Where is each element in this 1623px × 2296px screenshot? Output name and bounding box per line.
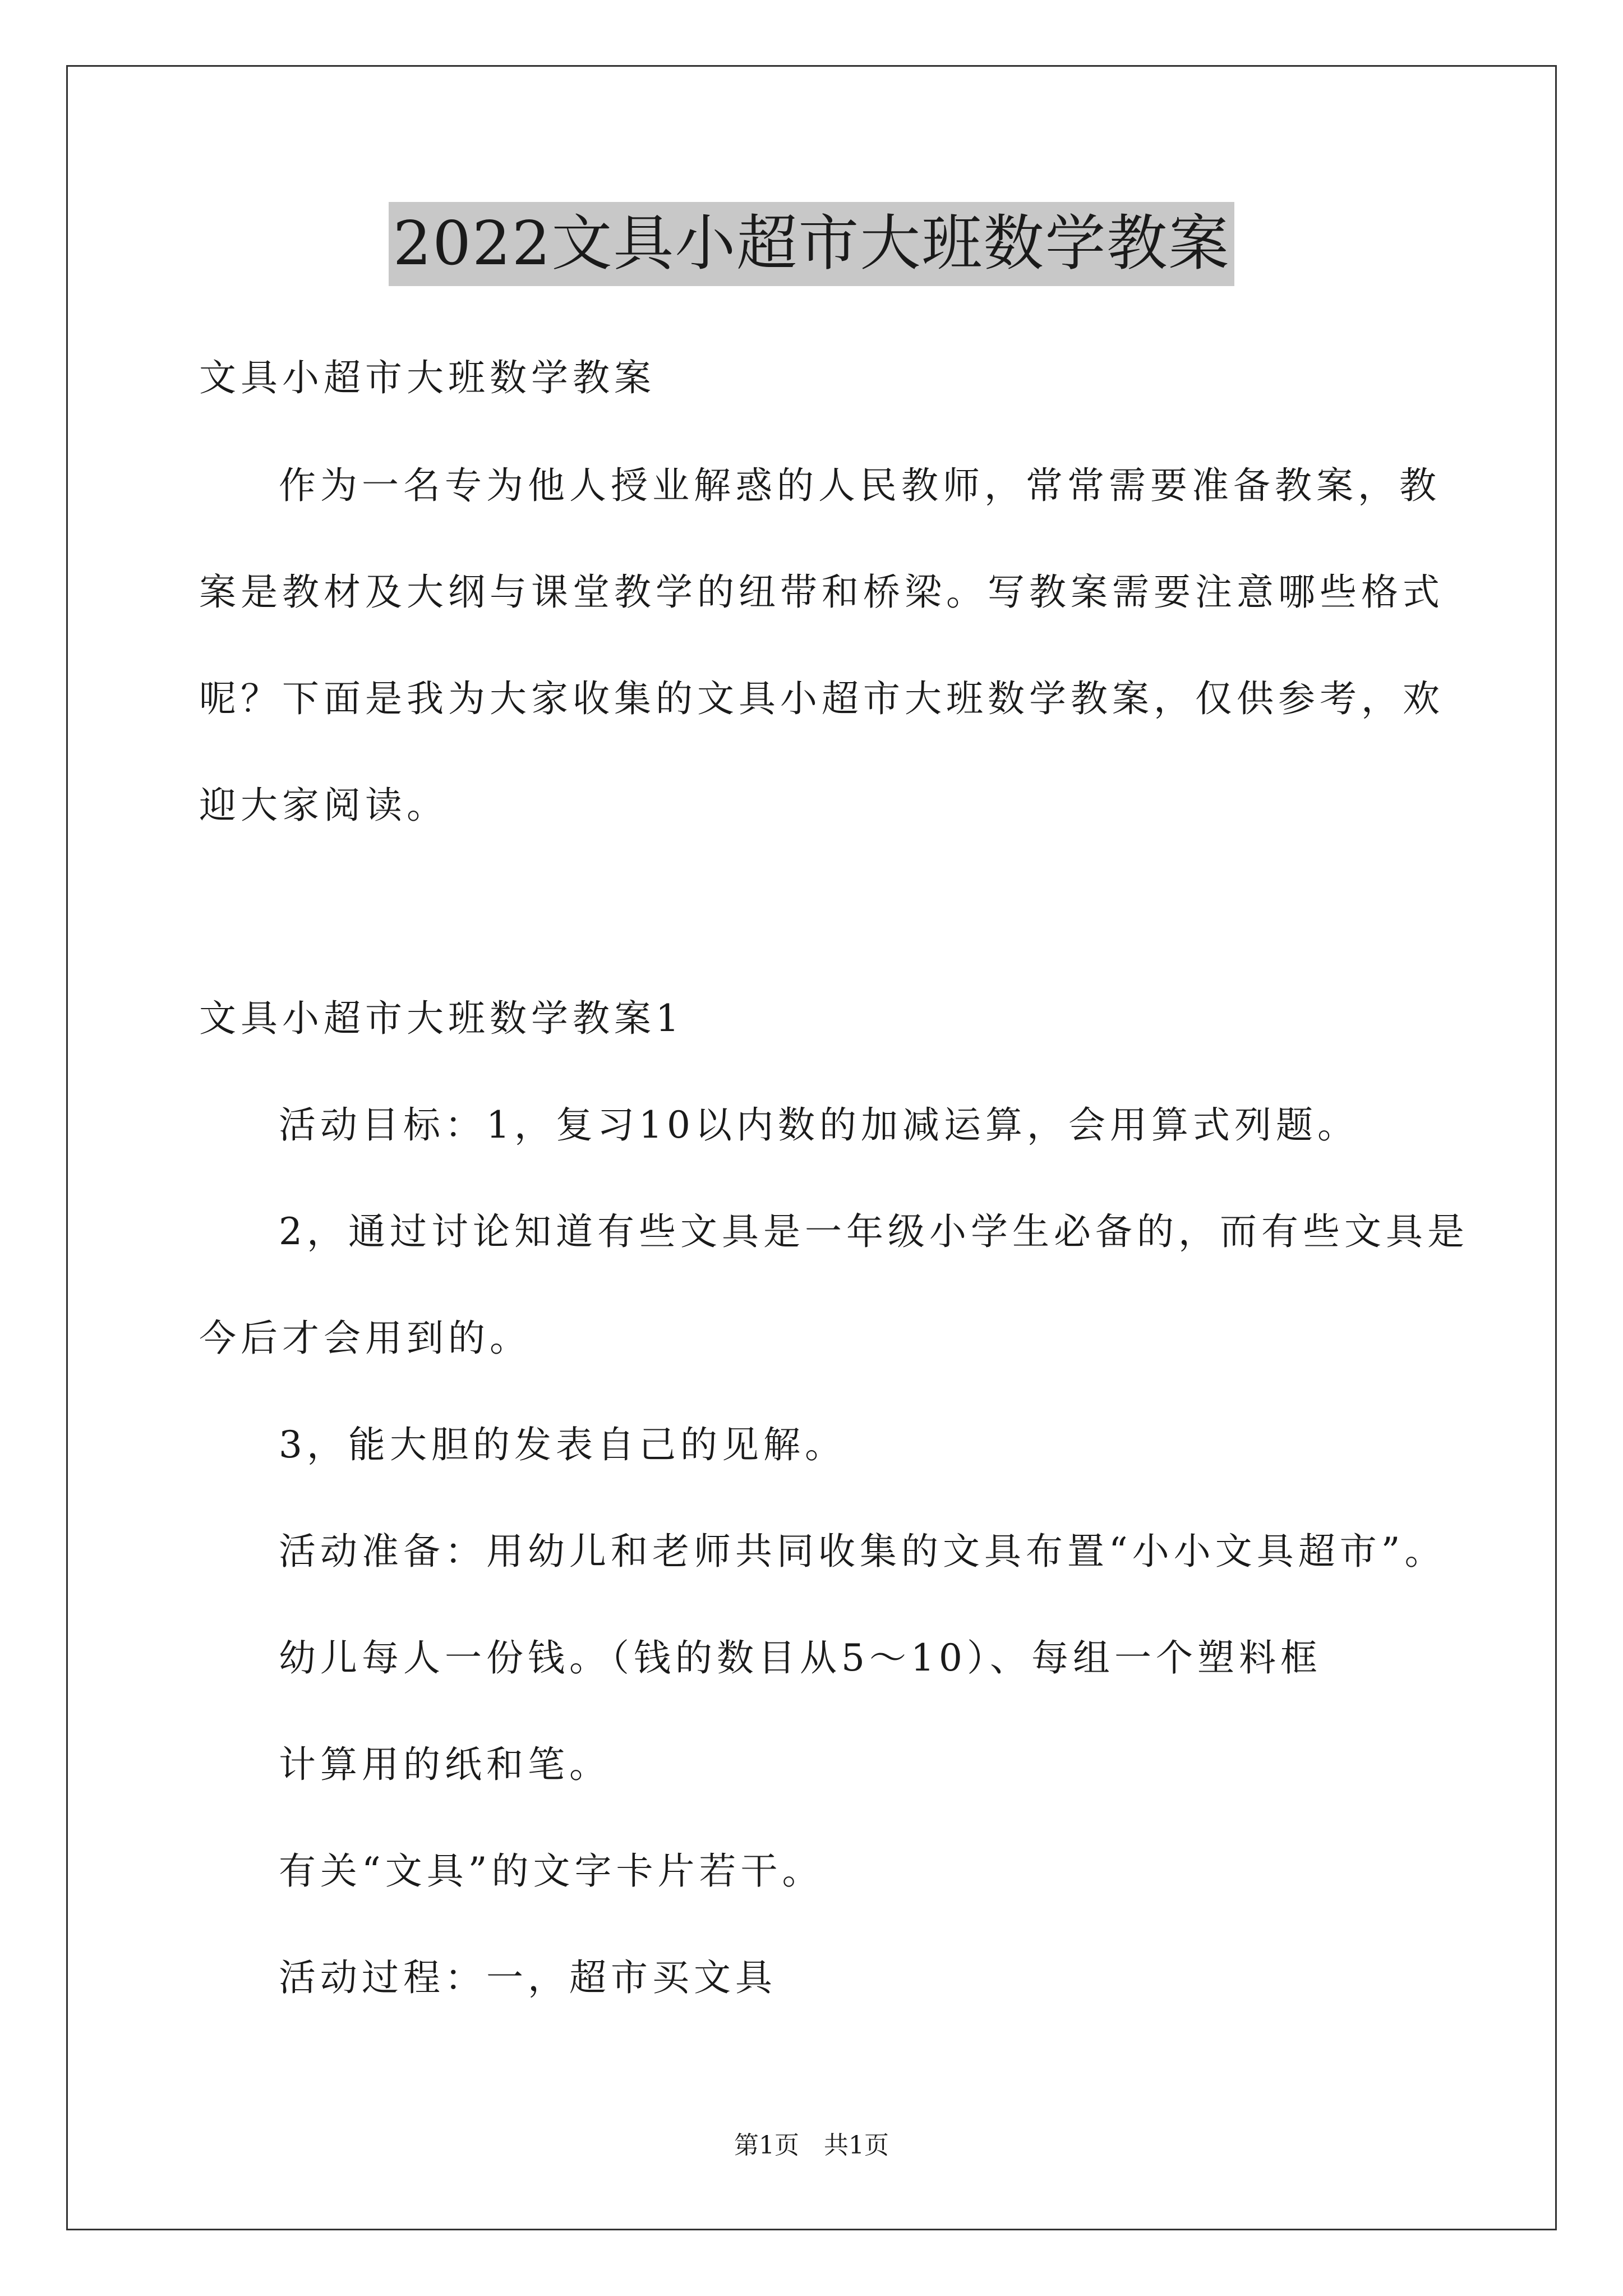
document-title: 2022文具小超市大班数学教案	[389, 202, 1235, 286]
body-line: 今后才会用到的。	[199, 1317, 531, 1360]
intro-line: 呢？下面是我为大家收集的文具小超市大班数学教案，仅供参考，欢	[199, 677, 1444, 720]
intro-line: 迎大家阅读。	[199, 784, 448, 827]
body-line: 计算用的纸和笔。	[279, 1743, 611, 1786]
body-line: 幼儿每人一份钱。（钱的数目从5～10）、每组一个塑料框	[279, 1636, 1322, 1680]
body-line: 活动目标：1，复习10以内数的加减运算，会用算式列题。	[279, 1103, 1359, 1147]
body-line: 有关“文具”的文字卡片若干。	[279, 1849, 824, 1893]
title-container	[0, 202, 1623, 286]
document-subtitle: 文具小超市大班数学教案	[199, 356, 656, 399]
body-line: 3，能大胆的发表自己的见解。	[279, 1423, 846, 1466]
intro-line: 作为一名专为他人授业解惑的人民教师，常常需要准备教案，教	[279, 464, 1441, 507]
intro-line: 案是教材及大纲与课堂教学的纽带和桥梁。写教案需要注意哪些格式	[199, 570, 1444, 614]
body-line: 活动过程：一，超市买文具	[279, 1956, 777, 1999]
section-heading: 文具小超市大班数学教案1	[199, 997, 684, 1040]
body-line: 2，通过讨论知道有些文具是一年级小学生必备的，而有些文具是	[279, 1210, 1469, 1253]
page-footer: 第1页 共1页	[734, 2131, 889, 2160]
body-line: 活动准备：用幼儿和老师共同收集的文具布置“小小文具超市”。	[279, 1530, 1446, 1573]
